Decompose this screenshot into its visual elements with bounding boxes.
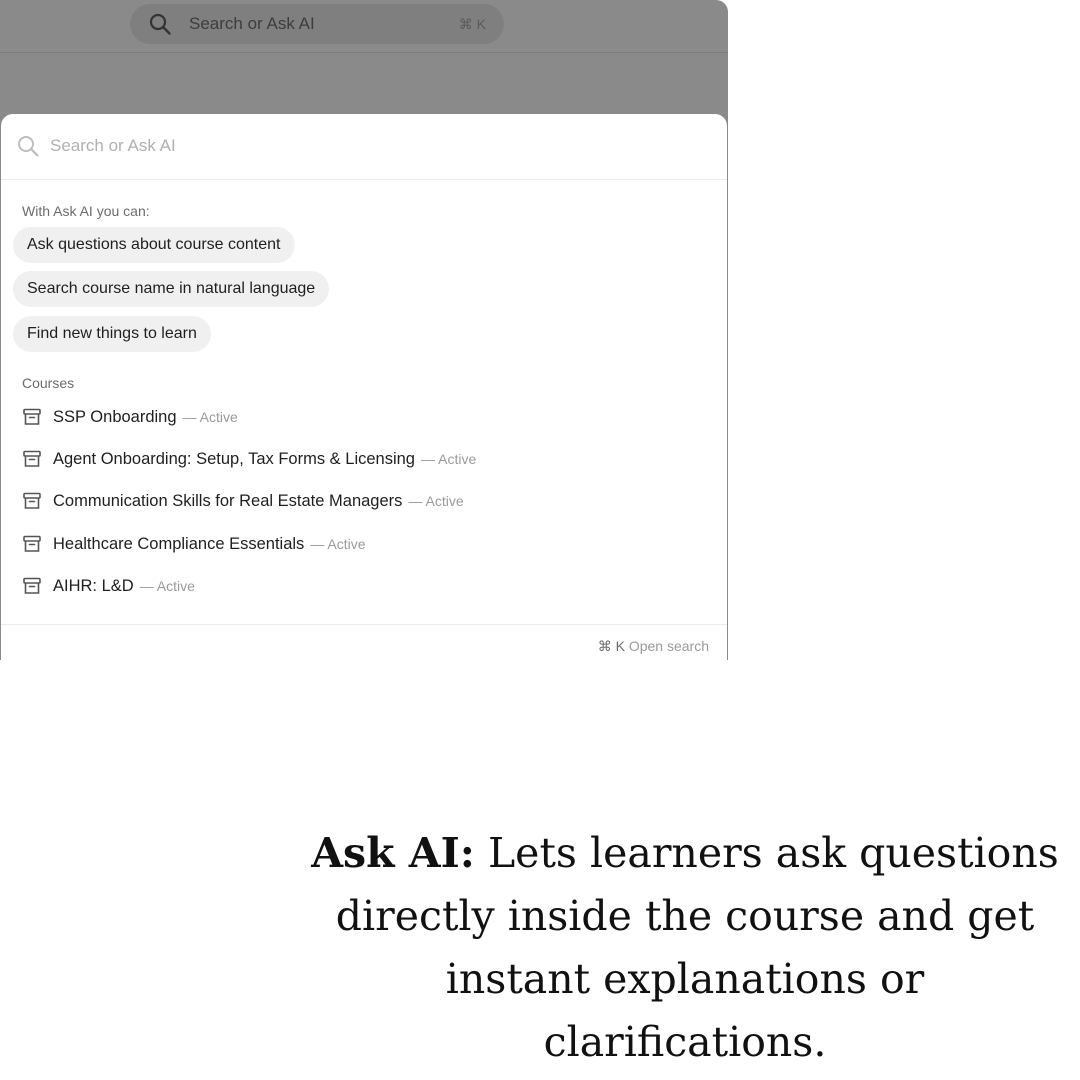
archive-box-icon: [22, 407, 42, 427]
course-status: — Active: [182, 409, 238, 425]
search-input[interactable]: [50, 132, 650, 160]
course-status: — Active: [139, 578, 195, 594]
course-name: Communication Skills for Real Estate Managers: [53, 491, 403, 510]
course-name: AIHR: L&D: [53, 576, 134, 595]
course-name: Agent Onboarding: Setup, Tax Forms & Licensing: [53, 449, 415, 468]
course-item[interactable]: [22, 446, 476, 472]
course-item[interactable]: [22, 531, 366, 557]
top-search-bar[interactable]: [130, 4, 504, 44]
course-name: Healthcare Compliance Essentials: [53, 534, 305, 553]
footer-hint-text: Open search: [628, 638, 709, 654]
archive-box-icon: [22, 491, 42, 511]
caption-title: Ask AI:: [311, 829, 475, 877]
search-icon: [148, 12, 172, 36]
suggestion-chip[interactable]: Ask questions about course content: [13, 227, 295, 263]
suggestion-chip[interactable]: Find new things to learn: [13, 316, 211, 352]
top-search-shortcut: ⌘ K: [458, 16, 486, 32]
top-bar: [0, 0, 728, 53]
course-status: — Active: [421, 451, 477, 467]
course-item[interactable]: [22, 404, 238, 430]
app-window-dimmed: [0, 0, 728, 660]
courses-section-label: Courses: [22, 375, 75, 391]
course-status: — Active: [408, 493, 464, 509]
course-item[interactable]: [22, 488, 464, 514]
open-search-hint: [598, 638, 709, 655]
course-name: SSP Onboarding: [53, 407, 177, 426]
archive-box-icon: [22, 534, 42, 554]
archive-box-icon: [22, 449, 42, 469]
top-search-label: Search or Ask AI: [189, 14, 315, 33]
course-item[interactable]: [22, 573, 195, 599]
archive-box-icon: [22, 576, 42, 596]
suggestion-chip[interactable]: Search course name in natural language: [13, 271, 329, 307]
modal-footer: [1, 624, 727, 660]
caption-text: Lets learners ask questions directly inside the course and get instant explanations or clarifications.: [335, 829, 1059, 1066]
feature-caption: [300, 822, 1070, 1074]
search-icon: [16, 134, 40, 158]
footer-shortcut: ⌘ K: [597, 638, 625, 654]
ai-section-label: With Ask AI you can:: [22, 203, 150, 219]
course-status: — Active: [310, 536, 366, 552]
modal-search-bar: [1, 114, 727, 180]
search-modal: [1, 114, 727, 660]
